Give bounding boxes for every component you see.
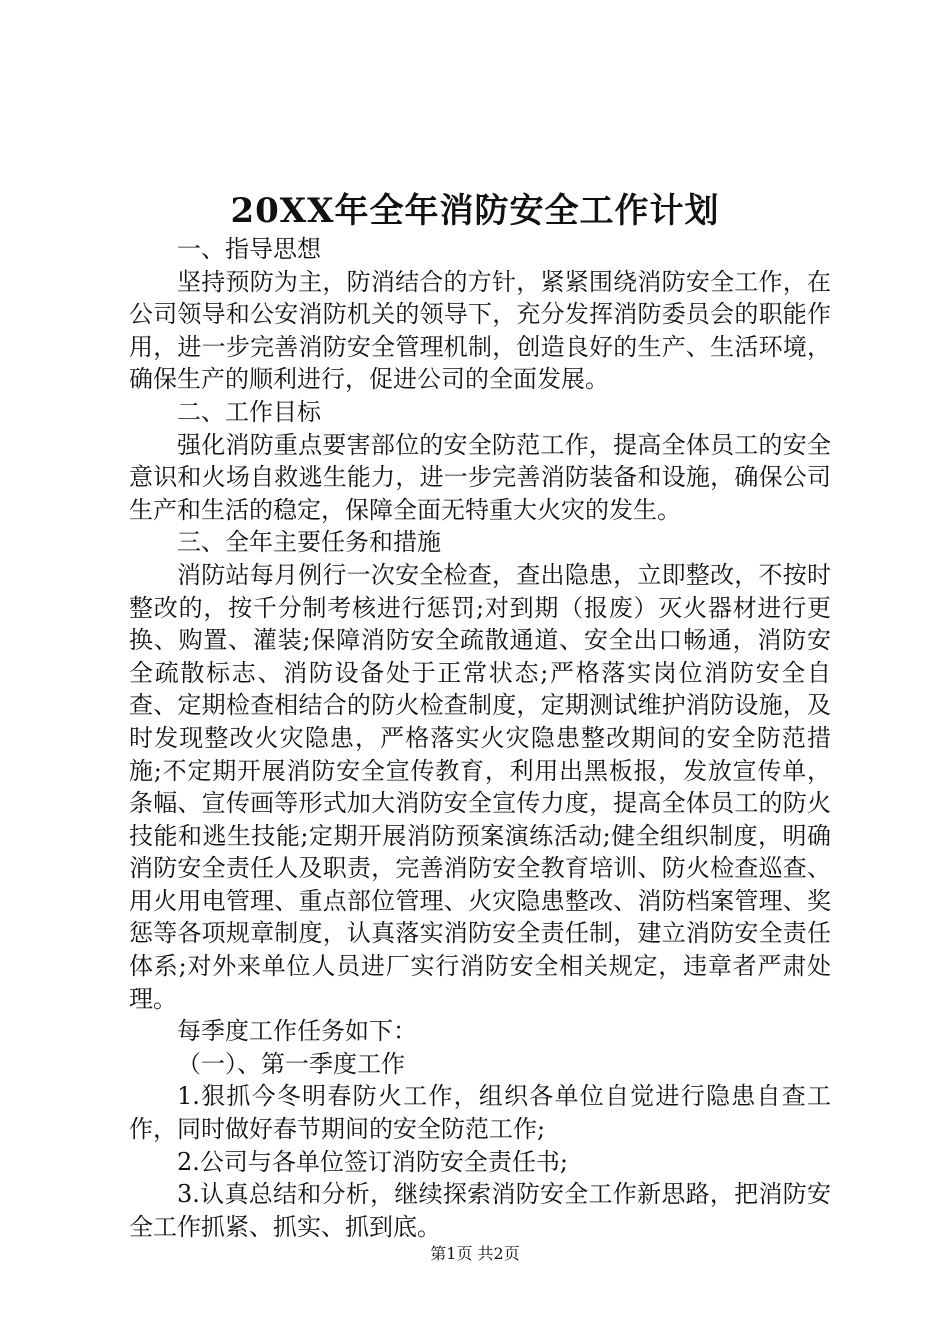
document-title: 20XX年全年消防安全工作计划 bbox=[230, 191, 720, 231]
paragraph-guiding-ideology: 坚持预防为主，防消结合的方针，紧紧围绕消防安全工作，在公司领导和公安消防机关的领导下，充分发挥消防委员会的职能作用，进一步完善消防安全管理机制，创造良好的生产、生活环境，确保生产的顺利进行，促进公司的全面发展。 bbox=[129, 267, 831, 394]
list-item-2: 2.公司与各单位签订消防安全责任书; bbox=[177, 1147, 568, 1176]
list-item-1: 1.狠抓今冬明春防火工作，组织各单位自觉进行隐患自查工作，同时做好春节期间的安全防范工作; bbox=[129, 1082, 831, 1144]
section-heading-main-tasks: 三、全年主要任务和措施 bbox=[177, 528, 441, 557]
paragraph-work-goals: 强化消防重点要害部位的安全防范工作，提高全体员工的安全意识和火场自救逃生能力，进一步完善消防装备和设施，确保公司生产和生活的稳定，保障全面无特重大火灾的发生。 bbox=[129, 430, 831, 524]
section-heading-guiding-ideology: 一、指导思想 bbox=[177, 235, 321, 263]
section-heading-first-quarter: （一）、第一季度工作 bbox=[177, 1049, 405, 1078]
section-heading-work-goals: 二、工作目标 bbox=[177, 397, 321, 426]
paragraph-quarterly-intro: 每季度工作任务如下： bbox=[177, 1017, 417, 1046]
paragraph-main-tasks: 消防站每月例行一次安全检查，查出隐患，立即整改，不按时整改的，按千分制考核进行惩罚;对到期（报废）灭火器材进行更换、购置、灌装;保障消防安全疏散通道、安全出口畅通，消防安全疏散标志、消防设备处于正常状态;严格落实岗位消防安全自查、定期检查相结合的防火检查制度，定期测试维护消防设施，及时发现整改火灾隐患，严格落实火灾隐患整改期间的安全防范措施;不定期开展消防安全宣传教育，利用出黑板报，发放宣传单，条幅、宣传画等形式加大消防安全宣传力度，提高全体员工的防火技能和逃生技能;定期开展消防预案演练活动;健全组织制度，明确消防安全责任人及职责，完善消防安全教育培训、防火检查巡查、用火用电管理、重点部位管理、火灾隐患整改、消防档案管理、奖惩等各项规章制度，认真落实消防安全责任制，建立消防安全责任体系;对外来单位人员进厂实行消防安全相关规定，违章者严肃处理。 bbox=[129, 560, 831, 1013]
document-body bbox=[129, 233, 831, 1243]
page-footer: 第1页 共2页 bbox=[430, 1244, 520, 1263]
list-item-3: 3.认真总结和分析，继续探索消防安全工作新思路，把消防安全工作抓紧、抓实、抓到底。 bbox=[129, 1180, 831, 1241]
